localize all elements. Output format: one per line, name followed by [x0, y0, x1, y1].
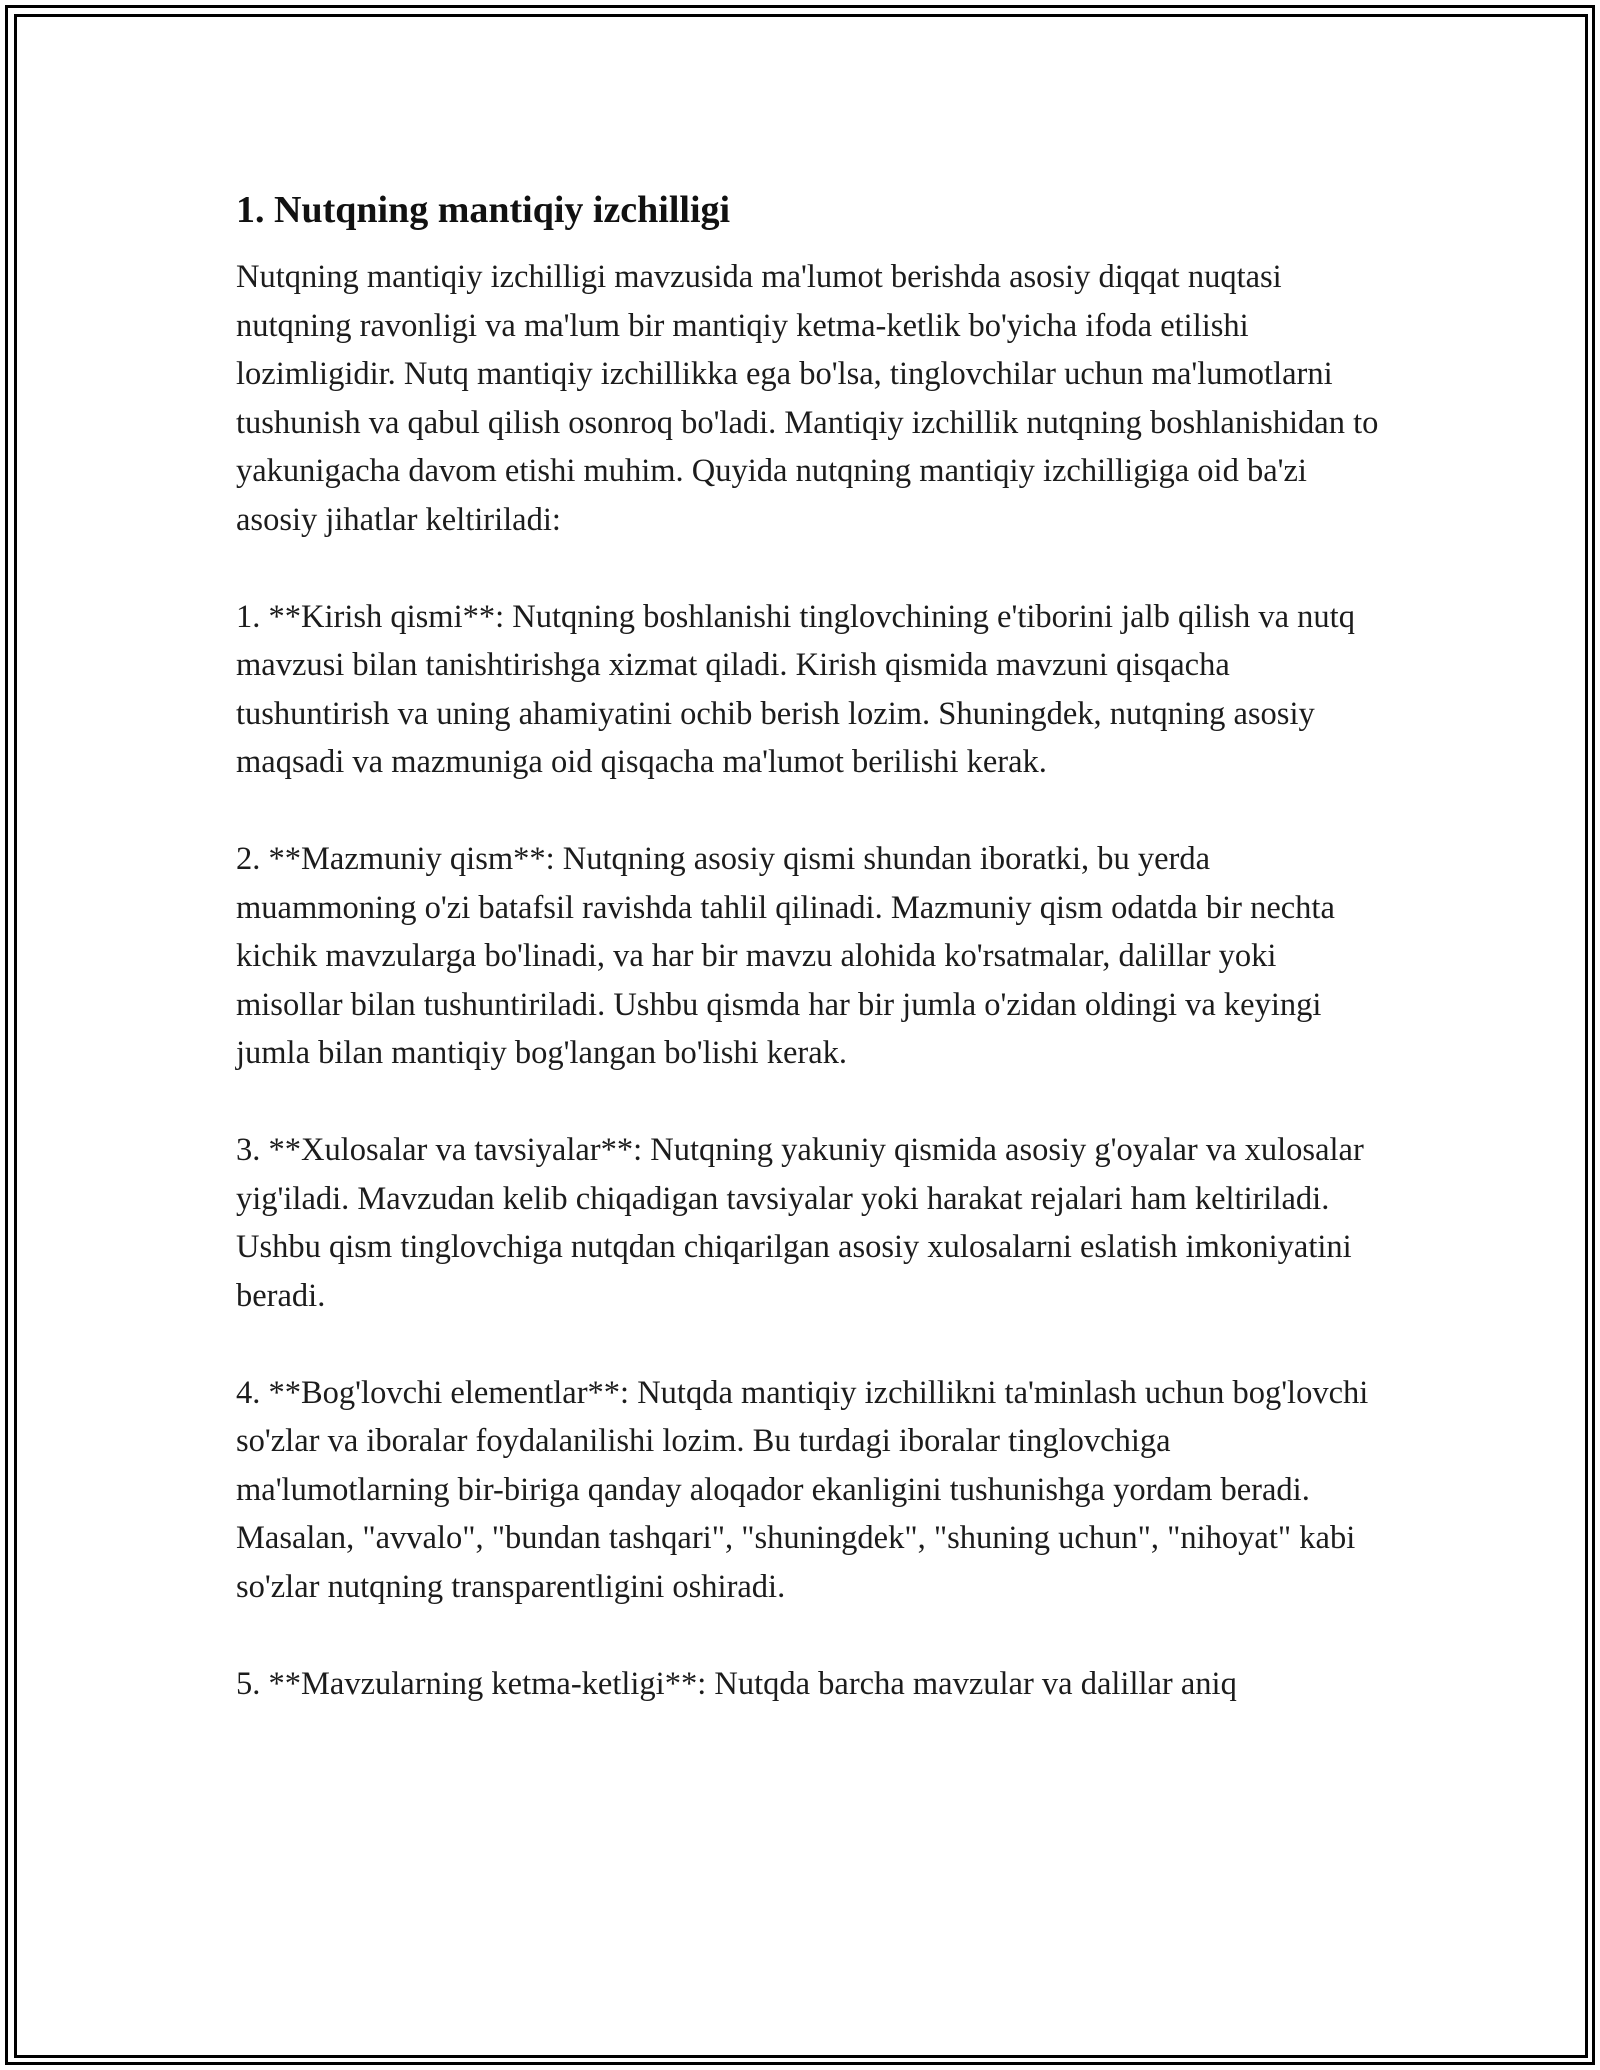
section-mavzular-paragraph: 5. **Mavzularning ketma-ketligi**: Nutqda barcha mavzular va dalillar aniq	[236, 1665, 1237, 1702]
document-body	[236, 186, 1386, 1757]
section-kirish-paragraph: 1. **Kirish qismi**: Nutqning boshlanishi tinglovchining e'tiborini jalb qilish va nutq mavzusi bilan tanishtirishga xizmat qiladi. Kirish qismida mavzuni qisqacha tushuntirish va uning ahamiyatini ochib berish lozim. Shuningdek, nutqning asosiy maqsadi va mazmuniga oid qisqacha ma'lumot berilishi kerak.	[236, 598, 1355, 780]
page-title: 1. Nutqning mantiqiy izchilligi	[236, 189, 731, 231]
section-mazmuniy-paragraph: 2. **Mazmuniy qism**: Nutqning asosiy qismi shundan iboratki, bu yerda muammoning o'zi batafsil ravishda tahlil qilinadi. Mazmuniy qism odatda bir nechta kichik mavzularga bo'linadi, va har bir mavzu alohida ko'rsatmalar, dalillar yoki misollar bilan tushuntiriladi. Ushbu qismda har bir jumla o'zidan oldingi va keyingi jumla bilan mantiqiy bog'langan bo'lishi kerak.	[236, 841, 1335, 1071]
section-boglovchi-paragraph: 4. **Bog'lovchi elementlar**: Nutqda mantiqiy izchillikni ta'minlash uchun bog'lovchi so'zlar va iboralar foydalanilishi lozim. Bu turdagi iboralar tinglovchiga ma'lumotlarning bir-biriga qanday aloqador ekanligini tushunishga yordam beradi. Masalan, "avvalo", "bundan tashqari", "shuningdek", "shuning uchun", "nihoyat" kabi so'zlar nutqning transparentligini oshiradi.	[236, 1374, 1369, 1605]
section-xulosalar-paragraph: 3. **Xulosalar va tavsiyalar**: Nutqning yakuniy qismida asosiy g'oyalar va xulosalar yig'iladi. Mavzudan kelib chiqadigan tavsiyalar yoki harakat rejalari ham keltiriladi. Ushbu qism tinglovchiga nutqdan chiqarilgan asosiy xulosalarni eslatish imkoniyatini beradi.	[236, 1132, 1364, 1314]
intro-paragraph: Nutqning mantiqiy izchilligi mavzusida ma'lumot berishda asosiy diqqat nuqtasi nutqning ravonligi va ma'lum bir mantiqiy ketma-ketlik bo'yicha ifoda etilishi lozimligidir. Nutq mantiqiy izchillikka ega bo'lsa, tinglovchilar uchun ma'lumotlarni tushunish va qabul qilish osonroq bo'ladi. Mantiqiy izchillik nutqning boshlanishidan to yakunigacha davom etishi muhim. Quyida nutqning mantiqiy izchilligiga oid ba'zi asosiy jihatlar keltiriladi:	[236, 259, 1379, 538]
